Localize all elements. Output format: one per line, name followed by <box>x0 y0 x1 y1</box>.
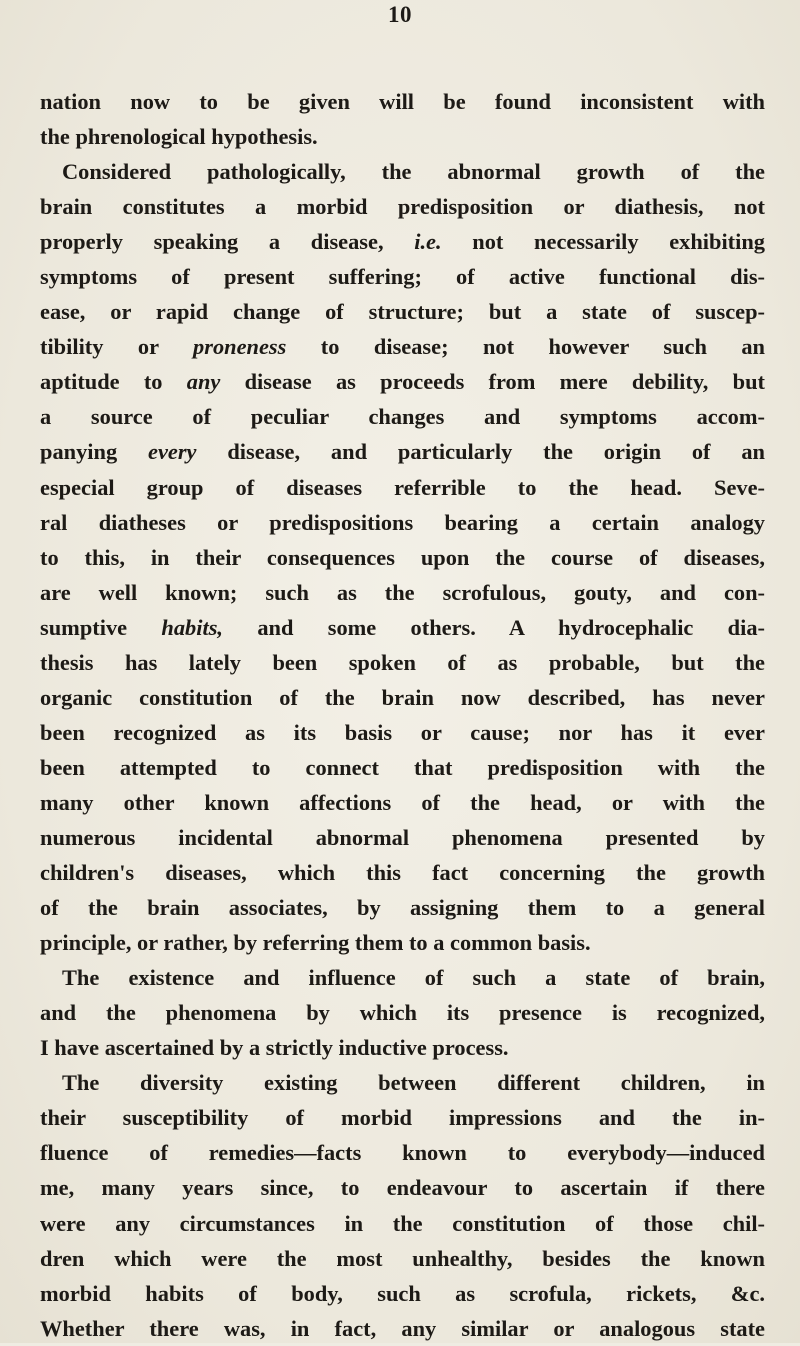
text-line: The existence and influence of such a state of brain, <box>62 965 765 991</box>
text-line: principle, or rather, by referring them to a common basis. <box>40 930 591 956</box>
emphasis-text: habits, <box>161 614 224 640</box>
text-line: to this, in their consequences upon the course of diseases, <box>40 544 765 570</box>
text-line: tibility or proneness to disease; not however such an <box>40 334 765 360</box>
text-line: I have ascertained by a strictly inductive process. <box>40 1035 509 1061</box>
text-line: ral diatheses or predispositions bearing a certain analogy <box>40 509 765 535</box>
text-line: aptitude to any disease as proceeds from mere debility, but <box>40 369 765 395</box>
text-line: me, many years since, to endeavour to ascertain if there <box>40 1175 765 1201</box>
text-line: a source of peculiar changes and symptoms accom- <box>40 404 765 430</box>
text-line: nation now to be given will be found inconsistent with <box>40 89 765 114</box>
text-line: properly speaking a disease, i.e. not necessarily exhibiting <box>40 229 766 255</box>
text-line: sumptive habits, and some others. A hydrocephalic dia- <box>40 614 765 640</box>
emphasis-text: proneness <box>193 334 287 360</box>
text-line: children's diseases, which this fact concerning the growth <box>40 860 765 886</box>
text-line: been recognized as its basis or cause; nor has it ever <box>40 719 765 745</box>
body-text <box>40 84 765 1346</box>
text-line: dren which were the most unhealthy, besides the known <box>40 1245 765 1271</box>
text-line: ease, or rapid change of structure; but a state of suscep- <box>40 299 765 325</box>
text-line: Considered pathologically, the abnormal growth of the <box>62 159 765 185</box>
text-line: their susceptibility of morbid impressions and the in- <box>40 1105 765 1131</box>
emphasis-text: any <box>186 369 221 395</box>
text-line: numerous incidental abnormal phenomena presented by <box>40 824 765 850</box>
emphasis-text: i.e. <box>414 229 442 255</box>
text-line: were any circumstances in the constitution of those chil- <box>40 1210 765 1236</box>
text-line: been attempted to connect that predisposition with the <box>40 754 765 780</box>
text-line: the phrenological hypothesis. <box>40 124 318 150</box>
emphasis-text: every <box>148 439 197 465</box>
text-line: and the phenomena by which its presence is recognized, <box>40 1000 765 1026</box>
text-line: especial group of diseases referrible to the head. Seve- <box>40 474 765 500</box>
text-line: organic constitution of the brain now described, has never <box>40 684 765 710</box>
text-line: panying every disease, and particularly the origin of an <box>40 439 765 465</box>
text-line: thesis has lately been spoken of as probable, but the <box>40 649 765 675</box>
text-line: are well known; such as the scrofulous, gouty, and con- <box>40 579 765 605</box>
text-line: morbid habits of body, such as scrofula, rickets, &c. <box>40 1280 765 1306</box>
text-line: symptoms of present suffering; of active functional dis- <box>40 264 765 290</box>
text-line: of the brain associates, by assigning them to a general <box>40 895 765 921</box>
text-line: many other known affections of the head, or with the <box>40 789 765 815</box>
text-line: brain constitutes a morbid predisposition or diathesis, not <box>40 194 765 220</box>
text-line: fluence of remedies—facts known to everybody—induced <box>40 1140 765 1166</box>
text-line: The diversity existing between different children, in <box>62 1070 765 1096</box>
page-number: 10 <box>388 2 412 27</box>
text-line: Whether there was, in fact, any similar or analogous state <box>40 1315 765 1341</box>
